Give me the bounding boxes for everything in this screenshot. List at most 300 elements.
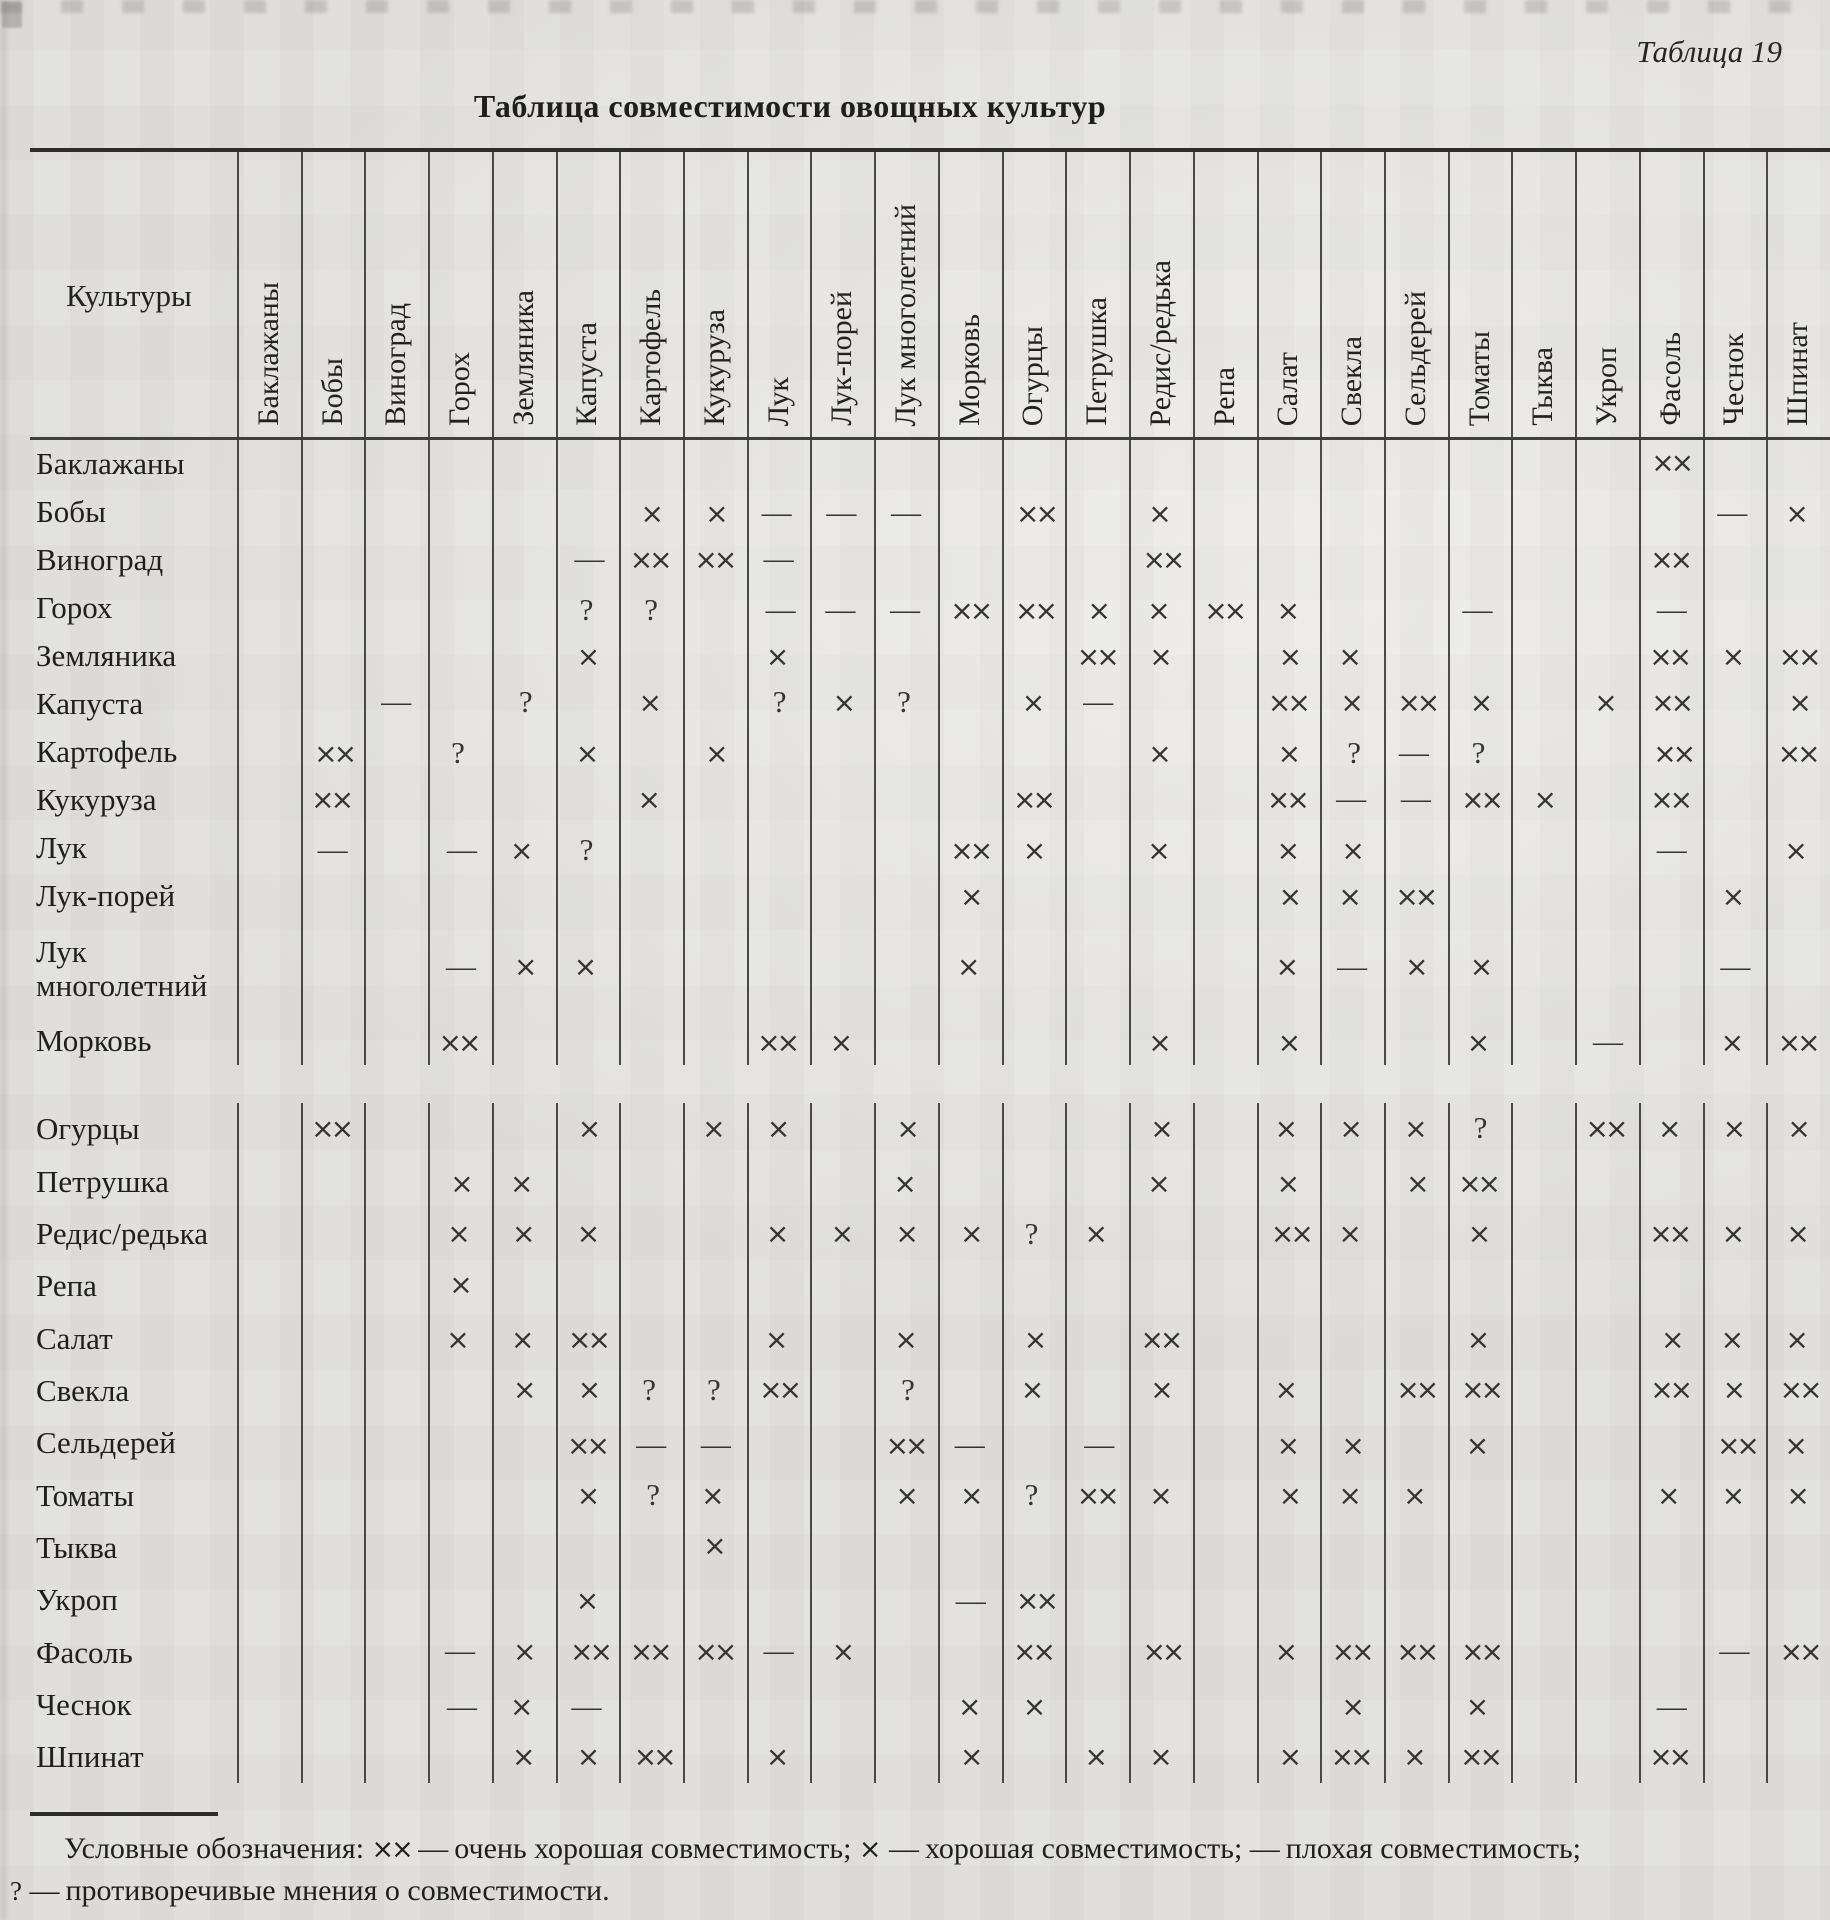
- cell-symbol: ××: [1716, 1428, 1756, 1462]
- column-header-label: Земляника: [506, 290, 540, 426]
- matrix-cell: [1703, 1364, 1767, 1416]
- cell-symbol: ×: [513, 1373, 537, 1407]
- column-header: [1384, 152, 1448, 440]
- cell-symbol: ×: [513, 1634, 537, 1668]
- cell-symbol: ?: [518, 684, 533, 719]
- matrix-cell: [873, 1419, 937, 1471]
- matrix-cell: [1320, 678, 1384, 726]
- legend-text-line2: [10, 1874, 1510, 1908]
- cell-symbol: ×: [512, 1740, 536, 1774]
- matrix-cell: [557, 632, 621, 680]
- matrix-cell: [876, 1364, 940, 1416]
- matrix-cell: [1386, 1157, 1450, 1209]
- matrix-cell: [1384, 1625, 1448, 1677]
- column-header: [1766, 152, 1830, 440]
- matrix-cell: [1448, 1208, 1512, 1260]
- cell-symbol: —: [381, 685, 412, 718]
- matrix-cell: [1259, 1208, 1323, 1260]
- matrix-cell: [938, 586, 1002, 634]
- cell-symbol: ××: [1076, 1478, 1116, 1512]
- row-label: Репа: [36, 1268, 97, 1304]
- matrix-cell: [1128, 1313, 1192, 1365]
- cell-symbol: ×: [1341, 1428, 1365, 1462]
- matrix-cell: [873, 1157, 937, 1209]
- cell-symbol: ×: [1148, 1025, 1172, 1059]
- cell-symbol: ××: [1330, 1740, 1370, 1774]
- matrix-cell: [490, 1680, 554, 1732]
- matrix-cell: [875, 1208, 939, 1260]
- cell-symbol: ×: [1406, 1166, 1430, 1200]
- matrix-cell: [1001, 1625, 1065, 1677]
- cell-symbol: ××: [1266, 782, 1306, 816]
- column-header-label: Свекла: [1335, 335, 1369, 426]
- matrix-cell: [1192, 586, 1256, 634]
- cell-symbol: ×: [511, 1322, 535, 1356]
- matrix-cell: [745, 1018, 809, 1066]
- cell-symbol: ×: [576, 1217, 601, 1251]
- row-label: Капуста: [36, 686, 144, 722]
- cell-symbol: ×: [1465, 1428, 1490, 1462]
- cell-symbol: ××: [1396, 1373, 1436, 1407]
- matrix-cell: [810, 1208, 874, 1260]
- matrix-cell: [1255, 1364, 1319, 1416]
- matrix-cell: [1322, 729, 1386, 777]
- matrix-cell: [493, 1364, 557, 1416]
- matrix-cell: [617, 775, 681, 823]
- matrix-cell: [554, 918, 618, 1015]
- row-label: Тыква: [36, 1529, 118, 1565]
- legend-meaning-contradictory: — противоречивые мнения о совместимости.: [29, 1874, 610, 1907]
- cell-symbol: ×: [512, 1217, 536, 1251]
- matrix-cell: [1637, 1731, 1701, 1783]
- cell-symbol: —: [636, 1428, 667, 1461]
- row-label: Лук: [36, 830, 87, 866]
- cell-symbol: ××: [950, 593, 990, 627]
- cell-symbol: —: [447, 1689, 478, 1723]
- cell-symbol: —: [954, 1428, 985, 1461]
- cell-symbol: ?: [1471, 735, 1486, 770]
- cell-symbol: ×: [638, 685, 662, 719]
- cell-symbol: ×: [960, 879, 984, 913]
- cell-symbol: ×: [1533, 782, 1557, 816]
- cell-symbol: ×: [1021, 685, 1046, 719]
- matrix-cell: [1318, 1731, 1382, 1783]
- matrix-cell: [1256, 678, 1320, 726]
- matrix-cell: [1130, 535, 1194, 583]
- matrix-cell: [1450, 918, 1514, 1015]
- column-header: [938, 152, 1002, 440]
- cell-symbol: ××: [950, 833, 990, 867]
- matrix-cell: [1321, 1419, 1385, 1471]
- cell-symbol: —: [1400, 782, 1431, 815]
- matrix-cell: [620, 489, 684, 537]
- matrix-cell: [617, 1364, 681, 1416]
- matrix-cell: [1383, 1731, 1447, 1783]
- cell-symbol: ××: [438, 1025, 478, 1059]
- matrix-cell: [746, 632, 810, 680]
- cell-symbol: ×: [1341, 833, 1365, 867]
- cell-symbol: ××: [1649, 1740, 1689, 1774]
- cell-symbol: ×: [1403, 1740, 1427, 1774]
- matrix-cell: [1000, 1208, 1064, 1260]
- matrix-cell: [1000, 1469, 1064, 1521]
- matrix-cell: [873, 586, 937, 634]
- cell-symbol: ×: [1721, 639, 1746, 673]
- matrix-cell: [1384, 775, 1448, 823]
- matrix-cell: [876, 1102, 940, 1154]
- cell-symbol: ×: [575, 736, 600, 770]
- cell-symbol: ××: [1649, 639, 1689, 673]
- cell-symbol: ×: [895, 1478, 919, 1512]
- cell-symbol: ××: [1651, 445, 1691, 479]
- row-label: Фасоль: [36, 1634, 133, 1670]
- matrix-cell: [872, 678, 936, 726]
- matrix-cell: [1641, 1313, 1705, 1365]
- matrix-cell: [1637, 632, 1701, 680]
- column-header-label: Сельдерей: [1398, 290, 1432, 426]
- matrix-cell: [430, 1157, 494, 1209]
- cell-symbol: —: [826, 496, 857, 529]
- cell-symbol: ×: [894, 1322, 918, 1356]
- cell-symbol: ×: [705, 496, 729, 530]
- cell-symbol: ?: [1024, 1215, 1039, 1251]
- cell-symbol: ××: [759, 1373, 799, 1407]
- matrix-cell: [1064, 1208, 1128, 1260]
- cell-symbol: ××: [1778, 639, 1818, 673]
- cell-symbol: ××: [1016, 496, 1055, 530]
- cell-symbol: ×: [1274, 1373, 1299, 1407]
- matrix-cell: [1641, 729, 1705, 777]
- cell-symbol: ××: [1651, 685, 1691, 719]
- cell-symbol: —: [955, 1583, 986, 1617]
- cell-symbol: —: [763, 1634, 794, 1668]
- column-header: [619, 152, 683, 440]
- matrix-cell: [1004, 489, 1068, 537]
- legend-symbol-contradictory: ?: [10, 1876, 22, 1906]
- cell-symbol: ×: [450, 1166, 474, 1200]
- cell-symbol: ×: [1786, 1478, 1810, 1512]
- cell-symbol: ××: [694, 1634, 734, 1668]
- cell-symbol: ××: [885, 1428, 925, 1462]
- row-label: Бобы: [36, 494, 106, 530]
- cell-symbol: ×: [1149, 1740, 1173, 1774]
- matrix-cell: [682, 1625, 746, 1677]
- matrix-cell: [491, 1313, 555, 1365]
- matrix-cell: [1318, 1208, 1382, 1260]
- table-title: Таблица совместимости овощных культур: [473, 88, 1107, 124]
- cell-symbol: ×: [1656, 1478, 1681, 1512]
- cell-symbol: ?: [579, 832, 594, 867]
- cell-symbol: ××: [1650, 1373, 1690, 1407]
- cell-symbol: —: [1336, 782, 1367, 815]
- cell-symbol: ×: [960, 1217, 984, 1251]
- cell-symbol: ×: [1276, 833, 1301, 867]
- cell-symbol: ××: [1779, 1634, 1819, 1668]
- cell-symbol: ×: [893, 1166, 917, 1200]
- matrix-cell: [1446, 1419, 1510, 1471]
- matrix-cell: [940, 1208, 1004, 1260]
- cell-symbol: ××: [1140, 1322, 1180, 1356]
- column-header-label: Чеснок: [1717, 333, 1751, 426]
- matrix-cell: [1576, 1018, 1640, 1066]
- column-header-label: Огурцы: [1016, 325, 1050, 426]
- matrix-cell: [809, 1018, 873, 1066]
- column-header: [428, 152, 492, 440]
- matrix-cell: [1702, 1469, 1766, 1521]
- matrix-cell: [555, 826, 619, 874]
- matrix-cell: [1384, 1364, 1448, 1416]
- cell-symbol: ×: [1278, 879, 1303, 913]
- matrix-cell: [749, 586, 813, 634]
- cell-symbol: —: [1656, 1689, 1687, 1723]
- cell-symbol: ×: [514, 950, 538, 983]
- matrix-cell: [747, 535, 811, 583]
- matrix-cell: [745, 1313, 809, 1365]
- cell-symbol: ×: [1277, 1025, 1302, 1059]
- cell-symbol: ×: [1274, 1634, 1299, 1668]
- cell-symbol: ××: [629, 1634, 669, 1668]
- cell-symbol: ××: [1076, 639, 1116, 673]
- cell-symbol: ?: [579, 592, 594, 627]
- matrix-cell: [1446, 1680, 1510, 1732]
- matrix-cell: [1638, 1364, 1702, 1416]
- cell-symbol: ×: [1340, 685, 1364, 719]
- column-header-label: Шпинат: [1781, 321, 1815, 426]
- matrix-cell: [1450, 678, 1514, 726]
- row-label: Салат: [36, 1320, 113, 1356]
- row-label: Лук-порей: [36, 878, 176, 914]
- matrix-cell: [1764, 1419, 1828, 1471]
- matrix-cell: [1573, 1102, 1637, 1154]
- matrix-cell: [1765, 489, 1829, 537]
- matrix-cell: [1258, 1018, 1322, 1066]
- matrix-cell: [1767, 1625, 1830, 1677]
- matrix-cell: [428, 1625, 492, 1677]
- column-header: [810, 152, 874, 440]
- matrix-cell: [1064, 1731, 1128, 1783]
- cell-symbol: —: [1720, 949, 1751, 983]
- matrix-cell: [1637, 1208, 1701, 1260]
- matrix-cell: [1766, 632, 1830, 680]
- matrix-cell: [874, 489, 938, 537]
- cell-symbol: ×: [1339, 1111, 1363, 1145]
- cell-symbol: ×: [1788, 685, 1812, 719]
- cell-symbol: ?: [772, 684, 787, 719]
- matrix-cell: [1765, 729, 1829, 777]
- cell-symbol: —: [446, 949, 477, 983]
- matrix-cell: [1127, 826, 1191, 874]
- matrix-cell: [490, 1157, 554, 1209]
- cell-symbol: —: [1656, 593, 1687, 626]
- vertical-grid-line: [301, 1103, 303, 1783]
- scan-artifact-left-streak: [0, 0, 7, 1920]
- matrix-cell: [1259, 1469, 1323, 1521]
- cell-symbol: —: [1717, 496, 1748, 529]
- cell-symbol: ×: [1022, 1690, 1047, 1724]
- matrix-cell: [1640, 1680, 1704, 1732]
- matrix-cell: [1382, 729, 1446, 777]
- cell-symbol: ×: [1023, 1322, 1048, 1356]
- cell-symbol: ?: [642, 1371, 657, 1407]
- cell-symbol: —: [1656, 833, 1687, 866]
- row-label: Огурцы: [36, 1111, 140, 1147]
- cell-symbol: ××: [314, 736, 354, 770]
- column-header-label: Кукуруза: [697, 309, 731, 426]
- matrix-cell: [429, 1258, 493, 1310]
- cell-symbol: ×: [1720, 1322, 1745, 1356]
- matrix-cell: [1446, 586, 1510, 634]
- column-header-label: Картофель: [634, 289, 668, 426]
- column-header-label: Баклажаны: [251, 282, 285, 426]
- cell-symbol: ×: [766, 1111, 791, 1145]
- matrix-cell: [1383, 872, 1447, 920]
- cell-symbol: ×: [702, 1111, 726, 1145]
- column-header-label: Салат: [1271, 351, 1305, 426]
- matrix-cell: [937, 918, 1001, 1015]
- matrix-cell: [557, 1731, 621, 1783]
- matrix-cell: [1321, 1680, 1385, 1732]
- cell-symbol: ××: [1016, 1584, 1055, 1618]
- cell-symbol: —: [765, 593, 796, 626]
- matrix-cell: [1320, 918, 1384, 1015]
- matrix-cell: [1638, 775, 1702, 823]
- matrix-cell: [558, 1364, 622, 1416]
- cell-symbol: ××: [311, 1111, 351, 1145]
- cell-symbol: ×: [832, 685, 857, 719]
- cell-symbol: ××: [1461, 782, 1500, 816]
- cell-symbol: ×: [1785, 496, 1809, 530]
- cell-symbol: ?: [646, 1477, 661, 1513]
- matrix-cell: [426, 1313, 490, 1365]
- matrix-cell: [1702, 872, 1766, 920]
- matrix-cell: [939, 1575, 1003, 1627]
- cell-symbol: ×: [1467, 1217, 1492, 1251]
- cell-symbol: ×: [1338, 1217, 1362, 1251]
- cell-symbol: ×: [1278, 1478, 1303, 1512]
- matrix-cell: [1318, 632, 1382, 680]
- matrix-cell: [426, 1018, 490, 1066]
- column-header-label: Петрушка: [1080, 297, 1114, 426]
- cell-symbol: ×: [510, 1166, 534, 1200]
- cell-symbol: ×: [1465, 1690, 1490, 1724]
- cell-symbol: ××: [1013, 782, 1052, 816]
- matrix-cell: [302, 729, 366, 777]
- matrix-cell: [1130, 1625, 1194, 1677]
- column-header-label: Лук: [761, 376, 795, 426]
- matrix-cell: [940, 1469, 1004, 1521]
- cell-symbol: —: [1337, 949, 1368, 983]
- cell-symbol: ×: [1020, 1373, 1045, 1407]
- matrix-cell: [938, 1680, 1002, 1732]
- cell-symbol: ××: [1013, 1634, 1052, 1668]
- matrix-cell: [1129, 1731, 1193, 1783]
- matrix-cell: [938, 826, 1002, 874]
- column-header-label: Горох: [443, 352, 477, 426]
- cell-symbol: ×: [1657, 1111, 1682, 1145]
- matrix-cell: [558, 1625, 622, 1677]
- column-header: [1575, 152, 1639, 440]
- matrix-cell: [1765, 1313, 1829, 1365]
- cell-symbol: ×: [510, 833, 534, 867]
- cell-symbol: ×: [1147, 1166, 1171, 1200]
- matrix-cell: [621, 1469, 685, 1521]
- cell-symbol: ×: [449, 1267, 473, 1301]
- matrix-cell: [682, 535, 746, 583]
- cell-symbol: ×: [960, 1740, 984, 1774]
- matrix-cell: [1385, 918, 1449, 1015]
- column-header: [492, 152, 556, 440]
- column-header: [301, 152, 365, 440]
- column-header: [1257, 152, 1321, 440]
- column-header-label: Лук-порей: [825, 291, 859, 426]
- cell-symbol: ×: [1341, 1690, 1365, 1724]
- cell-symbol: ?: [1347, 735, 1361, 770]
- corner-label: Культуры: [66, 278, 192, 313]
- column-header-label: Морковь: [952, 314, 986, 426]
- column-header-label: Редис/редька: [1143, 259, 1177, 426]
- matrix-cell: [1256, 918, 1320, 1015]
- matrix-cell: [746, 1208, 810, 1260]
- matrix-cell: [1701, 489, 1765, 537]
- matrix-cell: [555, 586, 619, 634]
- matrix-cell: [1637, 1469, 1701, 1521]
- cell-symbol: ×: [1469, 950, 1494, 983]
- cell-symbol: ×: [1148, 736, 1172, 770]
- matrix-cell: [618, 678, 682, 726]
- cell-symbol: ×: [637, 782, 661, 816]
- matrix-cell: [299, 1102, 363, 1154]
- cell-symbol: ×: [765, 639, 790, 673]
- cell-symbol: ××: [1649, 1217, 1689, 1251]
- cell-symbol: ×: [577, 1373, 602, 1407]
- cell-symbol: —: [1719, 1634, 1750, 1668]
- cell-symbol: ×: [640, 496, 664, 530]
- row-label: Свекла: [36, 1372, 130, 1408]
- legend-rule: [30, 1812, 218, 1816]
- matrix-cell: [1129, 632, 1193, 680]
- matrix-cell: [1259, 872, 1323, 920]
- row-label: Чеснок: [36, 1686, 132, 1722]
- matrix-cell: [1001, 1364, 1065, 1416]
- cell-symbol: —: [825, 593, 856, 626]
- matrix-cell: [1318, 872, 1382, 920]
- matrix-cell: [1128, 489, 1192, 537]
- matrix-cell: [1257, 1157, 1321, 1209]
- matrix-cell: [1704, 918, 1768, 1015]
- column-header-label: Лук многолетний: [889, 203, 923, 426]
- column-header: [1129, 152, 1193, 440]
- matrix-cell: [747, 1102, 811, 1154]
- cell-symbol: ×: [1787, 1111, 1811, 1145]
- matrix-cell: [1004, 1575, 1068, 1627]
- cell-symbol: —: [1084, 1428, 1115, 1461]
- cell-symbol: ×: [1784, 833, 1808, 867]
- matrix-cell: [1128, 1018, 1192, 1066]
- column-header-label: Тыква: [1526, 347, 1560, 426]
- matrix-cell: [1640, 826, 1704, 874]
- matrix-cell: [682, 1364, 746, 1416]
- legend-meaning-good: — хорошая совместимость;: [881, 1832, 1243, 1865]
- matrix-cell: [875, 1469, 939, 1521]
- cell-symbol: —: [574, 542, 605, 575]
- matrix-cell: [557, 1208, 621, 1260]
- cell-symbol: ×: [1338, 1478, 1362, 1512]
- matrix-cell: [1513, 775, 1577, 823]
- vertical-grid-line: [1575, 1103, 1577, 1783]
- matrix-cell: [494, 918, 558, 1015]
- column-header: [556, 152, 620, 440]
- cell-symbol: ×: [1469, 685, 1494, 719]
